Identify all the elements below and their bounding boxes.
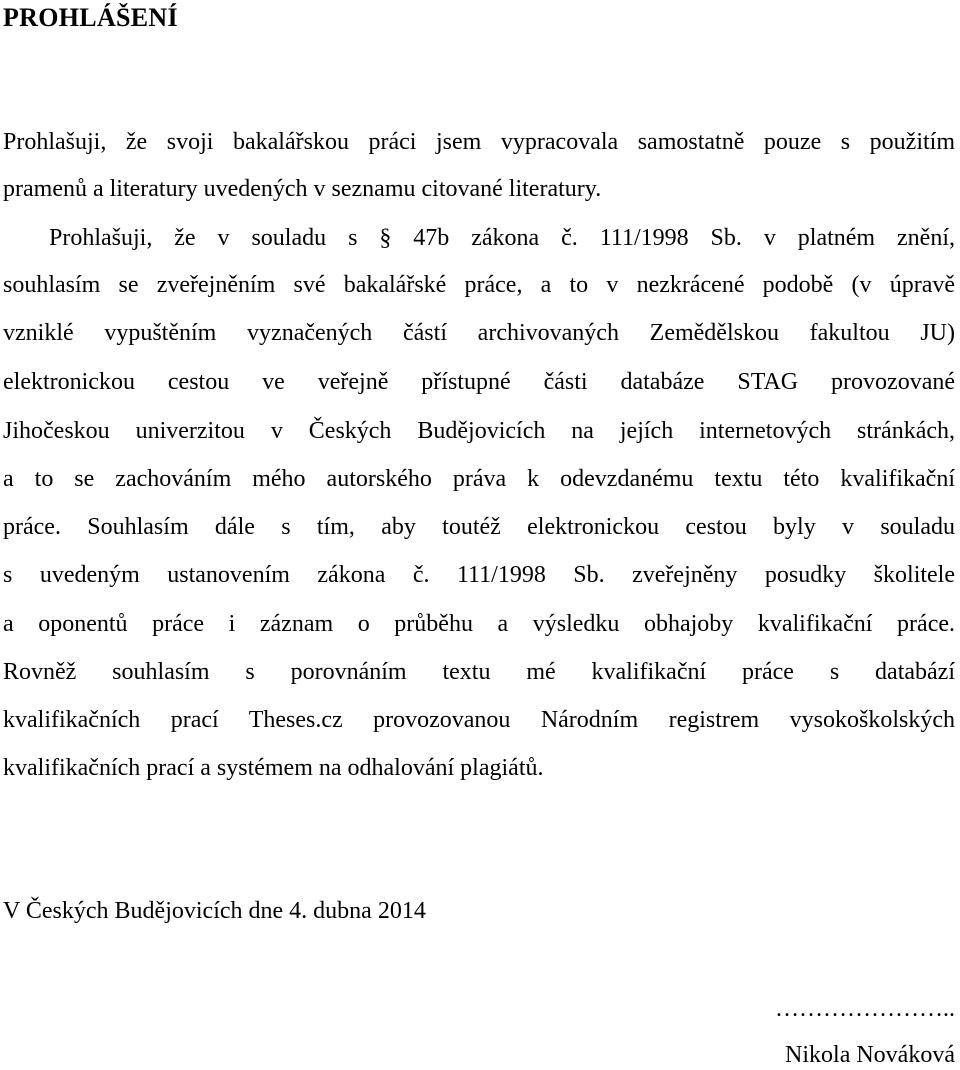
paragraph2-line-8: s uvedeným ustanovením zákona č. 111/1998 Sb. zveřejněny posudky školitele: [3, 562, 955, 588]
paragraph1-line-1: Prohlašuji, že svoji bakalářskou práci jsem vypracovala samostatně pouze s použitím: [3, 129, 955, 155]
paragraph2-line-3: vzniklé vypuštěním vyznačených částí archivovaných Zemědělskou fakultou JU): [3, 320, 955, 346]
paragraph2-line-10: Rovněž souhlasím s porovnáním textu mé kvalifikační práce s databází: [3, 659, 955, 685]
paragraph2-line-12: kvalifikačních prací a systémem na odhalování plagiátů.: [3, 755, 544, 781]
place-and-date: V Českých Budějovicích dne 4. dubna 2014: [3, 898, 426, 924]
paragraph2-line-6: a to se zachováním mého autorského práva k odevzdanému textu této kvalifikační: [3, 466, 955, 492]
paragraph2-line-11: kvalifikačních prací Theses.cz provozovanou Národním registrem vysokoškolských: [3, 707, 955, 733]
paragraph2-line-5: Jihočeskou univerzitou v Českých Budějovicích na jejích internetových stránkách,: [3, 418, 955, 444]
signature-name: Nikola Nováková: [785, 1042, 955, 1068]
paragraph1-line-2: pramenů a literatury uvedených v seznamu citované literatury.: [3, 176, 602, 202]
paragraph2-line-7: práce. Souhlasím dále s tím, aby toutéž elektronickou cestou byly v souladu: [3, 514, 955, 540]
paragraph2-line-2: souhlasím se zveřejněním své bakalářské práce, a to v nezkrácené podobě (v úpravě: [3, 272, 955, 298]
paragraph2-line-9: a oponentů práce i záznam o průběhu a výsledku obhajoby kvalifikační práce.: [3, 611, 955, 637]
paragraph2-line-1: Prohlašuji, že v souladu s § 47b zákona č. 111/1998 Sb. v platném znění,: [49, 225, 955, 251]
paragraph2-line-4: elektronickou cestou ve veřejně přístupné části databáze STAG provozované: [3, 369, 955, 395]
signature-line: …………………..: [775, 996, 955, 1022]
page-title: PROHLÁŠENÍ: [3, 3, 178, 32]
